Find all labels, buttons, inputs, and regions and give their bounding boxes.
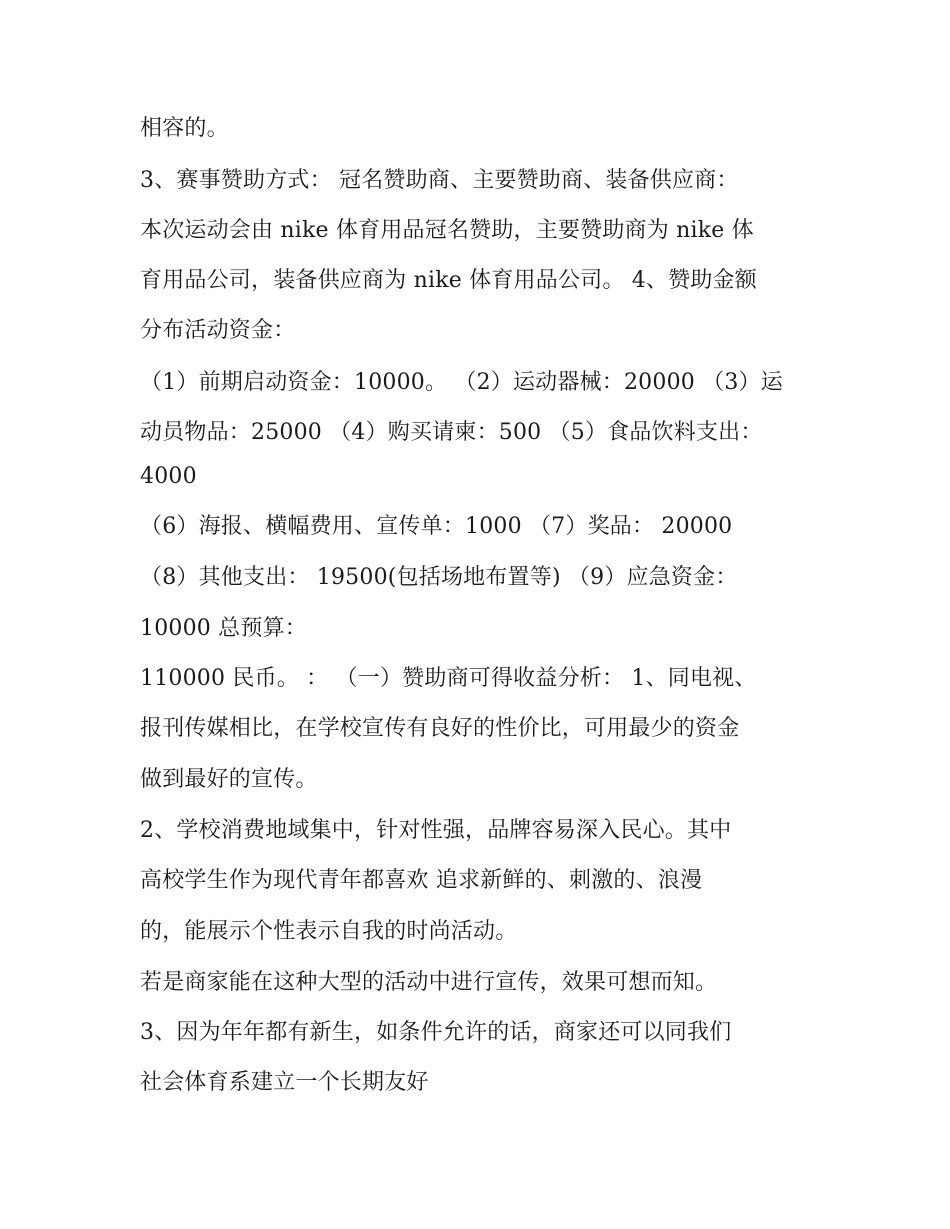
text-line: 3、赛事赞助方式： 冠名赞助商、主要赞助商、装备供应商： (140, 168, 739, 193)
text-line: 10000 总预算： (140, 616, 307, 641)
text-line: （8）其他支出： 19500(包括场地布置等) （9）应急资金： (140, 565, 738, 590)
text-line: 相容的。 (140, 116, 229, 141)
text-line: 动员物品：25000 （4）购买请柬：500 （5）食品饮料支出： (140, 420, 763, 445)
text-line: （1）前期启动资金：10000。 （2）运动器械：20000 （3）运 (140, 370, 783, 395)
text-line: 社会体育系建立一个长期友好 (140, 1070, 429, 1095)
text-line: 的，能展示个性表示自我的时尚活动。 (140, 919, 518, 944)
text-line: 做到最好的宣传。 (140, 767, 318, 792)
text-line: （6）海报、横幅费用、宣传单：1000 （7）奖品： 20000 (140, 514, 733, 539)
text-line: 110000 民币。 ： （一）赞助商可得收益分析： 1、同电视、 (140, 666, 757, 691)
text-line: 分布活动资金： (140, 318, 296, 343)
text-line: 若是商家能在这种大型的活动中进行宣传，效果可想而知。 (140, 970, 718, 995)
text-line: 育用品公司，装备供应商为 nike 体育用品公司。 4、赞助金额 (140, 268, 757, 293)
text-line: 本次运动会由 nike 体育用品冠名赞助，主要赞助商为 nike 体 (140, 218, 754, 243)
text-line: 报刊传媒相比，在学校宣传有良好的性价比，可用最少的资金 (140, 716, 740, 741)
text-line: 2、学校消费地域集中，针对性强，品牌容易深入民心。其中 (140, 818, 732, 843)
text-line: 高校学生作为现代青年都喜欢 追求新鲜的、刺激的、浪漫 (140, 868, 703, 893)
text-line: 3、因为年年都有新生，如条件允许的话，商家还可以同我们 (140, 1020, 732, 1045)
text-line: 4000 (140, 464, 197, 489)
